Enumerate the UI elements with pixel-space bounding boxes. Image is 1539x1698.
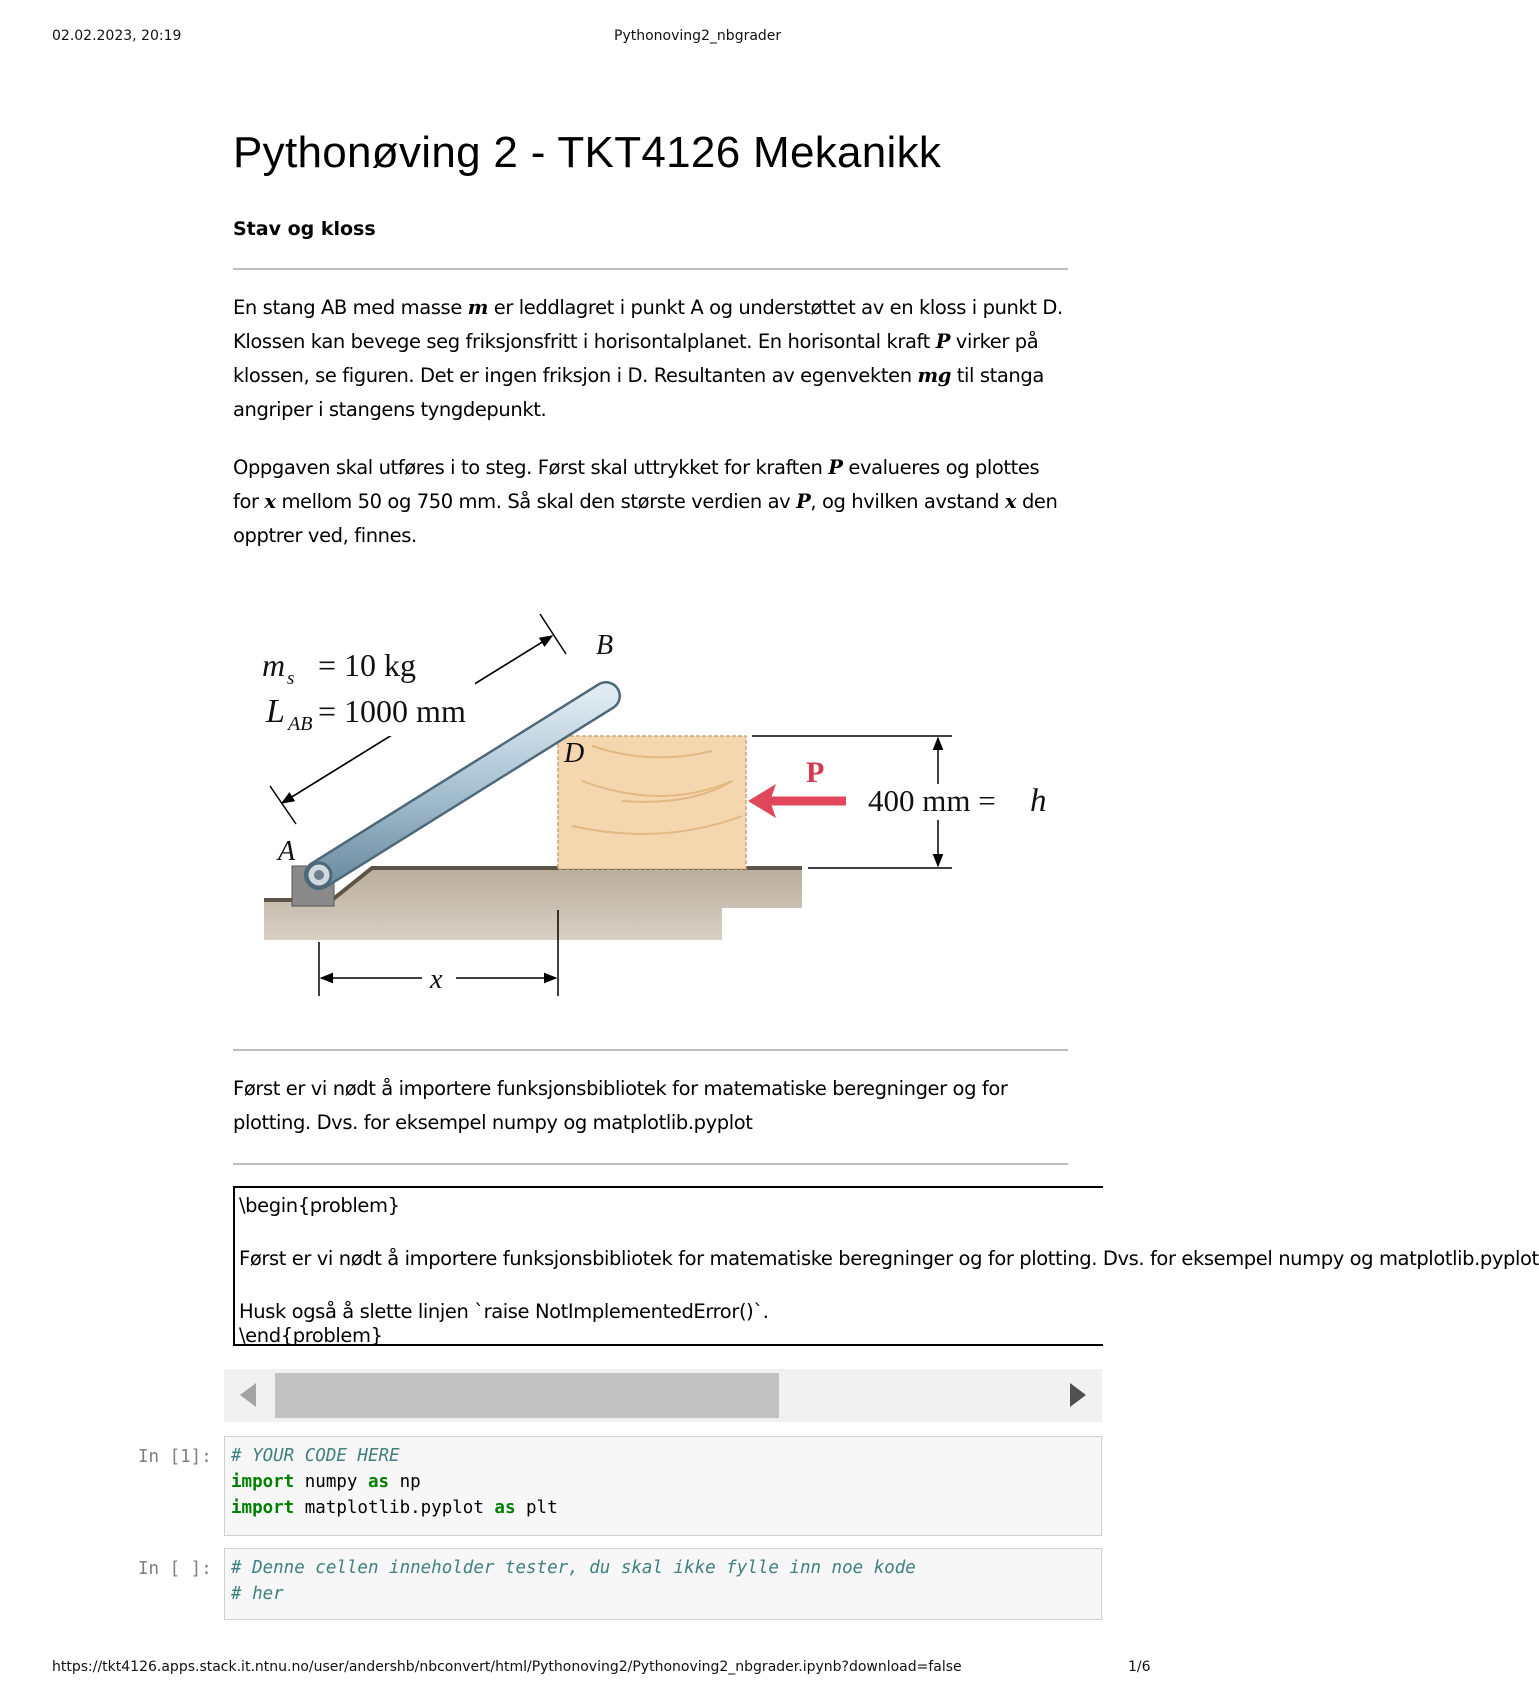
math-m: m [467,296,488,319]
code-cell-imports[interactable] [224,1436,1102,1536]
label-lab-sub: AB [288,713,313,735]
problem-begin: \begin{problem} [239,1194,400,1217]
label-lab-value: = 1000 mm [318,693,466,729]
keyword: as [494,1498,516,1518]
problem-text: Først er vi nødt å importere funksjonsbibliotek for matematiske beregninger og for plotting. Dvs. for eksempel numpy og matplotlib.pyplot [239,1247,1539,1270]
math-P: P [935,330,950,353]
intro-paragraph [233,291,1068,427]
cell-prompt: In [1]: [138,1447,212,1467]
keyword: import [231,1472,295,1492]
math-P: P [828,456,843,479]
label-h-var: h [1030,783,1047,819]
section-subtitle: Stav og kloss [233,218,376,240]
divider [233,268,1068,270]
page-title: Pythonøving 2 - TKT4126 Mekanikk [233,128,942,177]
code-cell-tests[interactable] [224,1548,1102,1620]
text: evalueres og plottes for [233,456,1040,513]
text: Oppgaven skal utføres i to steg. Først skal uttrykket for kraften [233,456,829,479]
ground [264,868,802,940]
text: den opptrer ved, finnes. [233,490,1058,547]
module-name: numpy [294,1472,368,1492]
keyword: import [231,1498,295,1518]
page-number: 1/6 [1128,1659,1151,1675]
math-mg: mg [917,364,951,387]
print-doc-title: Pythonoving2_nbgrader [614,28,782,44]
keyword: as [367,1472,390,1492]
divider [233,1163,1068,1165]
math-x: x [1004,490,1017,513]
text: er leddlagret i punkt A og understøttet av en kloss i punkt D. Klossen kan bevege seg friksjonsfritt i horisontalplanet. En horisontal kraft [233,296,1063,353]
print-datetime: 02.02.2023, 20:19 [52,28,182,44]
label-B: B [596,630,614,661]
text: mellom 50 og 750 mm. Så skal den største verdien av [275,490,797,513]
label-D: D [564,738,585,769]
module-name: matplotlib.pyplot [294,1498,495,1518]
text: En stang AB med masse [233,296,468,319]
problem-box [233,1186,1539,1347]
wood-block [558,736,746,869]
label-x: x [430,964,443,995]
alias: np [389,1472,421,1492]
divider [233,1049,1068,1051]
scroll-right-arrow-icon[interactable] [1070,1383,1086,1407]
import-paragraph: Først er vi nødt å importere funksjonsbibliotek for matematiske beregninger og for plotting. Dvs. for eksempel numpy og matplotlib.pyplot [233,1077,1008,1134]
text: virker på klossen, se figuren. Det er ingen friksjon i D. Resultanten av egenvekten [233,330,1039,387]
code-comment: # YOUR CODE HERE [231,1446,400,1466]
label-h: 400 mm = [868,783,996,818]
horizontal-scrollbar[interactable] [224,1369,1102,1422]
label-A: A [278,836,296,867]
label-ms: m [262,647,286,683]
code-comment: # Denne cellen inneholder tester, du skal ikke fylle inn noe kode [231,1558,916,1578]
label-ms-value: = 10 kg [318,647,417,683]
scroll-left-arrow-icon[interactable] [240,1383,256,1407]
problem-note: Husk også å slette linjen `raise NotImplementedError()`. [239,1300,769,1323]
math-x: x [264,490,276,513]
task-paragraph [233,451,1068,553]
label-P: P [806,756,825,789]
cell-prompt: In [ ]: [138,1559,212,1579]
print-url: https://tkt4126.apps.stack.it.ntnu.no/user/andershb/nbconvert/html/Pythonoving2/Pythonoving2_nbgrader.ipynb?download=false [52,1659,962,1675]
code-comment: # her [231,1584,284,1604]
problem-end: \end{problem} [239,1324,383,1347]
alias: plt [515,1498,558,1518]
text: , og hvilken avstand [810,490,1005,513]
rod-block-figure [262,596,1047,1016]
scroll-thumb[interactable] [275,1373,779,1418]
label-ms-sub: s [287,668,295,689]
text: til stanga angriper i stangens tyngdepunkt. [233,364,1044,421]
math-P: P [796,490,811,513]
label-lab: L [266,693,285,730]
